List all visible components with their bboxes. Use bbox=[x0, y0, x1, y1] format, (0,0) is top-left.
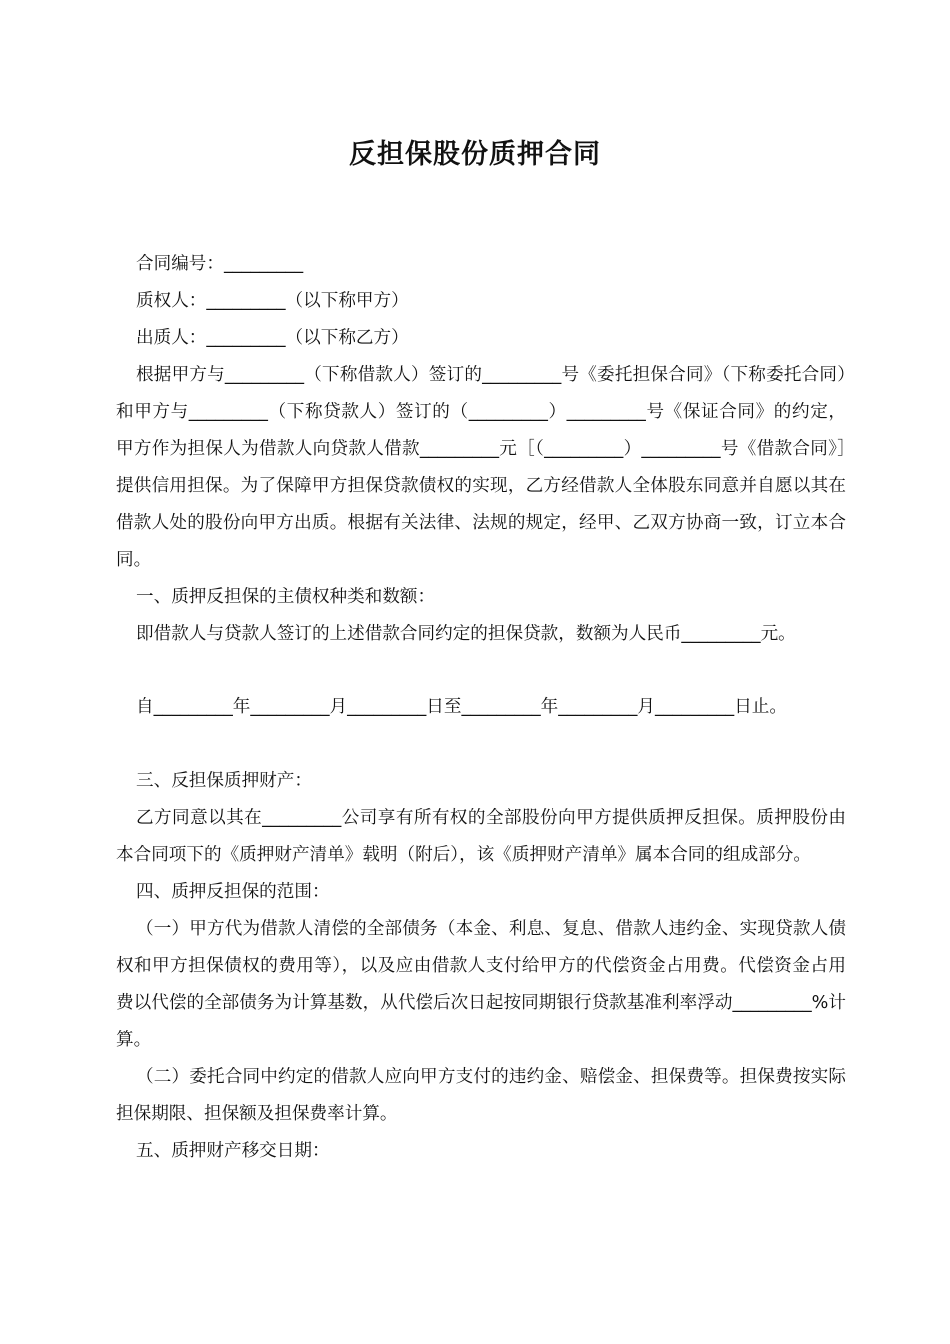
section-5-heading: 五、质押财产移交日期： bbox=[136, 1141, 330, 1161]
section-4-item-2: （二）委托合同中约定的借款人应向甲方支付的违约金、赔偿金、担保费等。担保费按实际担保期限、担保额及担保费率计算。 bbox=[116, 1067, 846, 1124]
document-body bbox=[116, 246, 846, 1170]
section-4-heading: 四、质押反担保的范围： bbox=[136, 882, 330, 902]
pledgor-line: 出质人：_________（以下称乙方） bbox=[136, 328, 409, 348]
section-4-item-1: （一）甲方代为借款人清偿的全部债务（本金、利息、复息、借款人违约金、实现贷款人债权和甲方担保债权的费用等），以及应由借款人支付给甲方的代偿资金占用费。代偿资金占用费以代偿的全部债务为计算基数，从代偿后次日起按同期银行贷款基准利率浮动_________%计算。 bbox=[116, 919, 846, 1050]
preamble-paragraph: 根据甲方与_________（下称借款人）签订的_________号《委托担保合同》（下称委托合同）和甲方与_________（下称贷款人）签订的（_________）_________号《保证合同》的约定，甲方作为担保人为借款人向贷款人借款_________元［（_________）_________号《借款合同》］提供信用担保。为了保障甲方担保贷款债权的实现，乙方经借款人全体股东同意并自愿以其在借款人处的股份向甲方出质。根据有关法律、法规的规定，经甲、乙双方协商一致，订立本合同。 bbox=[116, 365, 846, 570]
section-3-text: 乙方同意以其在_________公司享有所有权的全部股份向甲方提供质押反担保。质押股份由本合同项下的《质押财产清单》载明（附后），该《质押财产清单》属本合同的组成部分。 bbox=[116, 808, 846, 865]
section-1-text: 即借款人与贷款人签订的上述借款合同约定的担保贷款，数额为人民币_________元。 bbox=[136, 624, 796, 644]
section-1-heading: 一、质押反担保的主债权种类和数额： bbox=[136, 587, 436, 607]
contract-number-line: 合同编号：_________ bbox=[136, 254, 304, 274]
section-3-heading: 三、反担保质押财产： bbox=[136, 771, 312, 791]
document-title: 反担保股份质押合同 bbox=[349, 139, 601, 170]
period-line: 自_________年_________月_________日至_________年_________月_________日止。 bbox=[136, 697, 787, 717]
pledgee-line: 质权人：_________（以下称甲方） bbox=[136, 291, 409, 311]
